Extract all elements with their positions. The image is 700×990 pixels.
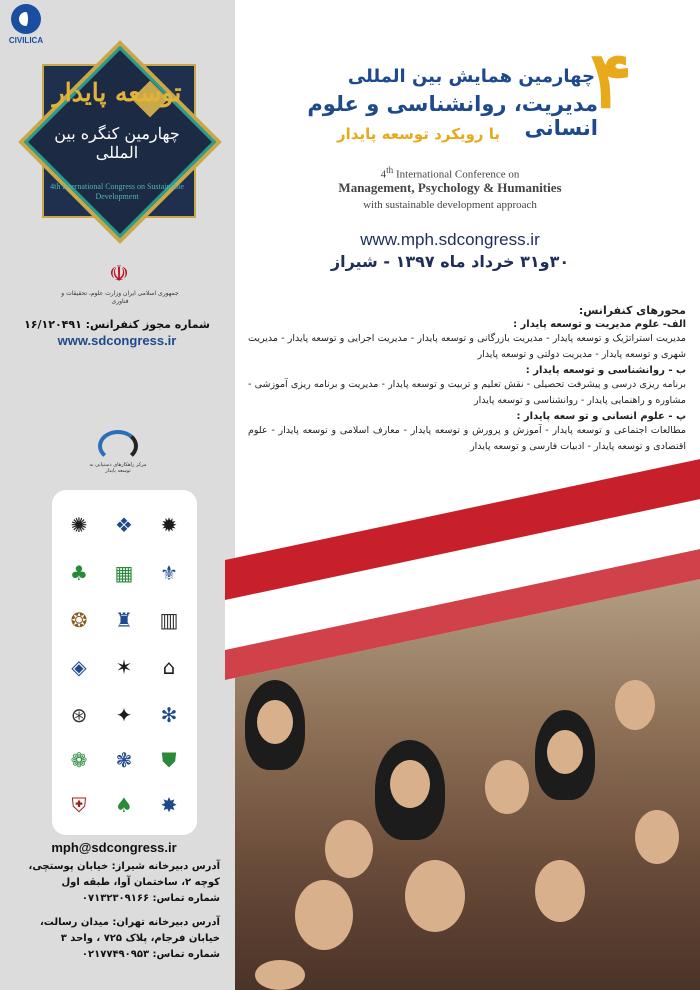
topic-section-body: مطالعات اجتماعی و توسعه پایدار - آموزش و پرورش و توسعه پایدار - معارف اسلامی و توسعه پایدار - علوم اقتصادی و توسعه پایدار - ادبیات فارسی و توسعه پایدار bbox=[248, 425, 686, 452]
topics-heading: محورهای کنفرانس: bbox=[578, 304, 686, 317]
university-logo-icon: ♠ bbox=[115, 793, 133, 817]
tehran-phone: شماره تماس: ۰۲۱۷۷۴۹۰۹۵۳ bbox=[81, 949, 220, 960]
civilica-icon bbox=[11, 4, 41, 34]
ministry-label: جمهوری اسلامی ایران وزارت علوم، تحقیقات و فناوری bbox=[61, 290, 179, 305]
university-logo-icon: ✶ bbox=[115, 655, 133, 679]
university-logo-icon: ❃ bbox=[115, 748, 133, 772]
tehran-address-line: آدرس دبیرخانه تهران: میدان رسالت، bbox=[39, 917, 220, 928]
iran-emblem-icon: ☫ bbox=[109, 262, 129, 287]
sd-center-icon bbox=[98, 430, 138, 462]
english-title-line1: 4th International Conference on bbox=[380, 165, 520, 181]
university-logo-icon: ✹ bbox=[160, 513, 178, 537]
university-logo-icon: ♜ bbox=[115, 608, 133, 632]
conference-title-line3: با رویکرد توسعه پایدار bbox=[337, 125, 500, 143]
university-logo-icon: ⊛ bbox=[70, 703, 88, 727]
emblem-title: توسعه پایدار bbox=[52, 78, 182, 107]
university-logo-icon: ❂ bbox=[70, 608, 88, 632]
shiraz-address-line: آدرس دبیرخانه شیراز: خیابان پوستچی، bbox=[28, 861, 220, 872]
shiraz-phone: شماره تماس: ۰۷۱۳۲۳۰۹۱۶۶ bbox=[81, 893, 220, 904]
university-logo-icon: ✸ bbox=[160, 793, 178, 817]
topic-section-body: برنامه ریزی درسی و پیشرفت تحصیلی - نقش تعلیم و تربیت و توسعه پایدار - مدیریت و برنامه ریزی آموزشی - مشاوره و راهنمایی پایدار - روانشناسی و توسعه پایدار bbox=[248, 379, 686, 406]
university-logo-icon: ⛊ bbox=[161, 748, 177, 772]
university-logo-icon: ▥ bbox=[159, 608, 179, 632]
university-logo-icon: ✺ bbox=[70, 513, 88, 537]
congress-emblem bbox=[32, 54, 202, 224]
university-logo-icon: ❁ bbox=[70, 748, 88, 772]
university-logo-icon: ❖ bbox=[115, 513, 133, 537]
university-logo-icon: ✦ bbox=[115, 703, 133, 727]
civilica-label: CIVILICA bbox=[8, 36, 44, 45]
university-logo-icon: ▦ bbox=[114, 561, 134, 585]
shiraz-address-line: کوچه ۲، ساختمان آوا، طبقه اول bbox=[61, 877, 220, 888]
tehran-address-line: خیابان فرجام، پلاک ۷۲۵ ، واحد ۳ bbox=[60, 933, 220, 944]
conference-date: ۳۰و۳۱ خرداد ماه ۱۳۹۷ - شیراز bbox=[330, 252, 570, 271]
conference-title-line1: چهارمین همایش بین المللی bbox=[347, 66, 595, 87]
license-number: شماره مجوز کنفرانس: ۱۶/۱۲۰۴۹۱ bbox=[24, 318, 210, 331]
congress-website-link[interactable]: www.sdcongress.ir bbox=[57, 333, 177, 348]
university-logo-icon: ✻ bbox=[160, 703, 178, 727]
conference-topics bbox=[248, 304, 686, 455]
topic-section-title: الف- علوم مدیریت و توسعه پایدار : bbox=[513, 319, 686, 330]
emblem-english: 4th International Congress on Sustainable Development bbox=[50, 182, 184, 201]
university-logo-icon: ⛨ bbox=[71, 793, 87, 817]
civilica-logo[interactable] bbox=[4, 4, 48, 45]
university-logo-icon: ◈ bbox=[71, 655, 87, 679]
english-title-line3: with sustainable development approach bbox=[363, 199, 537, 211]
conference-title-line2: مدیریت، روانشناسی و علوم انسانی bbox=[307, 92, 598, 140]
university-logo-icon: ⌂ bbox=[162, 655, 176, 679]
topic-section-title: پ - علوم انسانی و تو سعه پایدار : bbox=[516, 411, 686, 422]
topic-section-body: مدیریت استراتژیک و توسعه پایدار - مدیریت بازرگانی و توسعه پایدار - مدیریت اجرایی و توسعه پایدار - مدیریت شهری و توسعه پایدار - مدیریت دولتی و توسعه پایدار bbox=[248, 333, 686, 360]
partner-logos-panel bbox=[52, 490, 197, 835]
contact-email-link[interactable]: mph@sdcongress.ir bbox=[51, 840, 177, 855]
sd-center-logo: مرکز راهکارهای دستیابی به توسعه پایدار bbox=[88, 430, 148, 474]
emblem-subtitle: چهارمین کنگره بین المللی bbox=[54, 124, 180, 162]
university-logo-icon: ⚜ bbox=[160, 561, 178, 585]
contact-block bbox=[0, 840, 228, 963]
conference-website-link[interactable]: www.mph.sdcongress.ir bbox=[360, 230, 540, 249]
english-title-line2: Management, Psychology & Humanities bbox=[338, 180, 562, 195]
topic-section-title: ب - روانشناسی و توسعه پایدار : bbox=[525, 365, 686, 376]
university-logo-icon: ♣ bbox=[70, 561, 88, 585]
edition-number: ۴ bbox=[590, 35, 632, 126]
